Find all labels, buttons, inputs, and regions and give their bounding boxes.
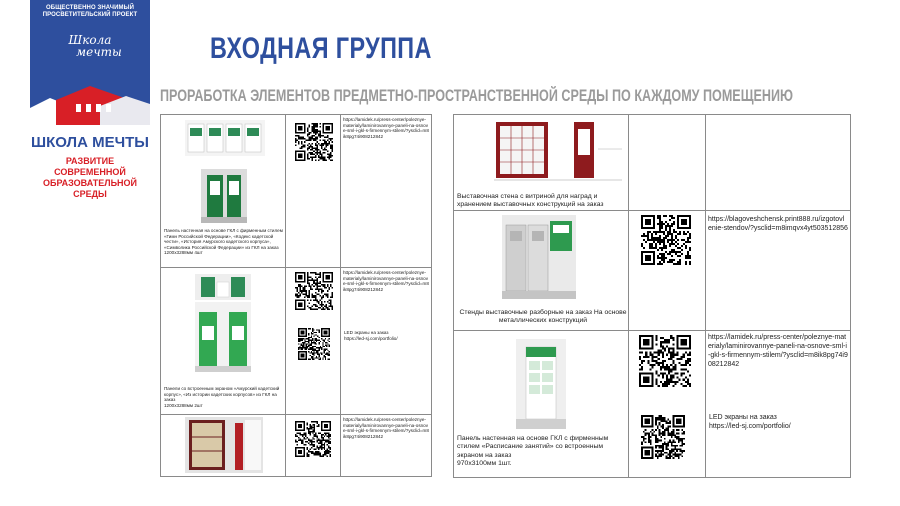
link-cell [341,115,432,268]
led-link[interactable]: https://led-sj.com/portfolio/ [709,423,791,430]
item-size: 1200х3288мм 2шт [164,402,203,408]
qr-code[interactable] [295,421,331,457]
item-link[interactable]: https://blagoveshchensk.print888.ru/izgotovlenie-stendov/?ysclid=m8imqvx4yt503512856 [708,216,848,232]
item-link[interactable]: https://lamidek.ru/press-center/poleznye-materialy/laminirovannye-paneli-na-osnove-sml-i-gkl-s-firmennym-stilem/?ysclid=m8ik8pg74i908212842 [343,117,429,139]
exhibition-wall-drawing [494,119,622,185]
screen-panels-photo [195,302,251,372]
item-link[interactable]: https://lamidek.ru/press-center/poleznye-materialy/laminirovannye-paneli-na-osnove-sml-i-gkl-s-firmennym-stilem/?ysclid=m8ik8pg74i908212842 [708,334,848,368]
school-logo: Школа мечты [68,33,122,59]
item-size: 1200х3288мм 4шт [164,250,203,256]
qr-cell [629,211,706,331]
item-caption: Панель настенная на основе ГКЛ с фирменным стилем «Расписание занятий» со встроенным экраном на заказ [457,435,609,459]
item-caption: Панель настенная на основе ГКЛ с фирменным стилем «Гимн Российской Федерации», «Кодекс кадетской чести», «История Амурского кадетского корпуса», «Символика Российской Федерации» из ГКЛ на заказ [164,228,283,250]
qr-code[interactable] [639,335,691,387]
project-name: ШКОЛА МЕЧТЫ [31,134,149,151]
item-link[interactable]: https://lamidek.ru/press-center/poleznye-materialy/laminirovannye-paneli-na-osnove-sml-i-gkl-s-firmennym-stilem/?ysclid=m8ik8pg74i908212842 [343,417,429,439]
qr-code[interactable] [295,272,333,310]
qr-cell [286,268,341,415]
qr-cell [286,415,341,477]
link-cell [706,331,851,478]
led-label: LED экраны на заказ [344,330,389,335]
project-tagline: РАЗВИТИЕ СОВРЕМЕННОЙ ОБРАЗОВАТЕЛЬНОЙ СРЕДЫ [42,156,138,199]
item-size: 970х3100мм 1шт. [457,459,512,467]
table-row [454,211,851,331]
image-cell [161,268,286,415]
page-subtitle: ПРОРАБОТКА ЭЛЕМЕНТОВ ПРЕДМЕТНО-ПРОСТРАНСТВЕННОЙ СРЕДЫ ПО КАЖДОМУ ПОМЕЩЕНИЮ [160,86,794,105]
item-caption: Стенды выставочные разборные на заказ На основе металлических конструкций [459,309,627,325]
screen-panels-preview [195,274,251,300]
project-badge: ОБЩЕСТВЕННО ЗНАЧИМЫЙ ПРОСВЕТИТЕЛЬСКИЙ ПРОЕКТ [42,5,138,18]
project-brand [30,0,150,199]
panel-corridor-photo [201,169,247,223]
table-row [161,268,432,415]
image-cell [454,115,629,211]
link-cell [341,268,432,415]
table-row [161,115,432,268]
qr-code[interactable] [641,415,685,459]
qr-code[interactable] [298,328,330,360]
display-case-photo [185,417,263,473]
brand-panel [30,0,150,125]
image-cell [161,115,286,268]
led-link[interactable]: https://led-sj.com/portfolio/ [344,335,398,341]
image-cell [454,211,629,331]
school-building-icon [30,78,150,125]
image-cell [454,331,629,478]
qr-code[interactable] [641,215,691,265]
right-spec-table [453,114,851,478]
page-title: ВХОДНАЯ ГРУППА [210,32,432,65]
image-cell [161,415,286,477]
item-caption: Выставочная стена с витриной для наград и хранением выставочных конструкций на заказ [457,193,604,209]
qr-cell [286,115,341,268]
modular-stands-photo [502,215,576,299]
qr-cell [629,331,706,478]
table-row [161,415,432,477]
left-spec-table [160,114,432,477]
link-cell [341,415,432,477]
item-caption: Панели со встроенным экраном «Амурский кадетский корпус», «Из истории кадетских корпусов» из ГКЛ на заказ [164,386,280,403]
qr-code[interactable] [295,123,333,161]
item-link[interactable]: https://lamidek.ru/press-center/poleznye-materialy/laminirovannye-paneli-na-osnove-sml-i-gkl-s-firmennym-stilem/?ysclid=m8ik8pg74i908212842 [343,270,429,292]
led-label: LED экраны на заказ [709,414,777,421]
schedule-panel-photo [516,339,566,429]
qr-cell [629,115,706,211]
table-row [454,331,851,478]
wall-panels-preview [185,120,265,156]
link-cell [706,211,851,331]
table-row [454,115,851,211]
link-cell [706,115,851,211]
